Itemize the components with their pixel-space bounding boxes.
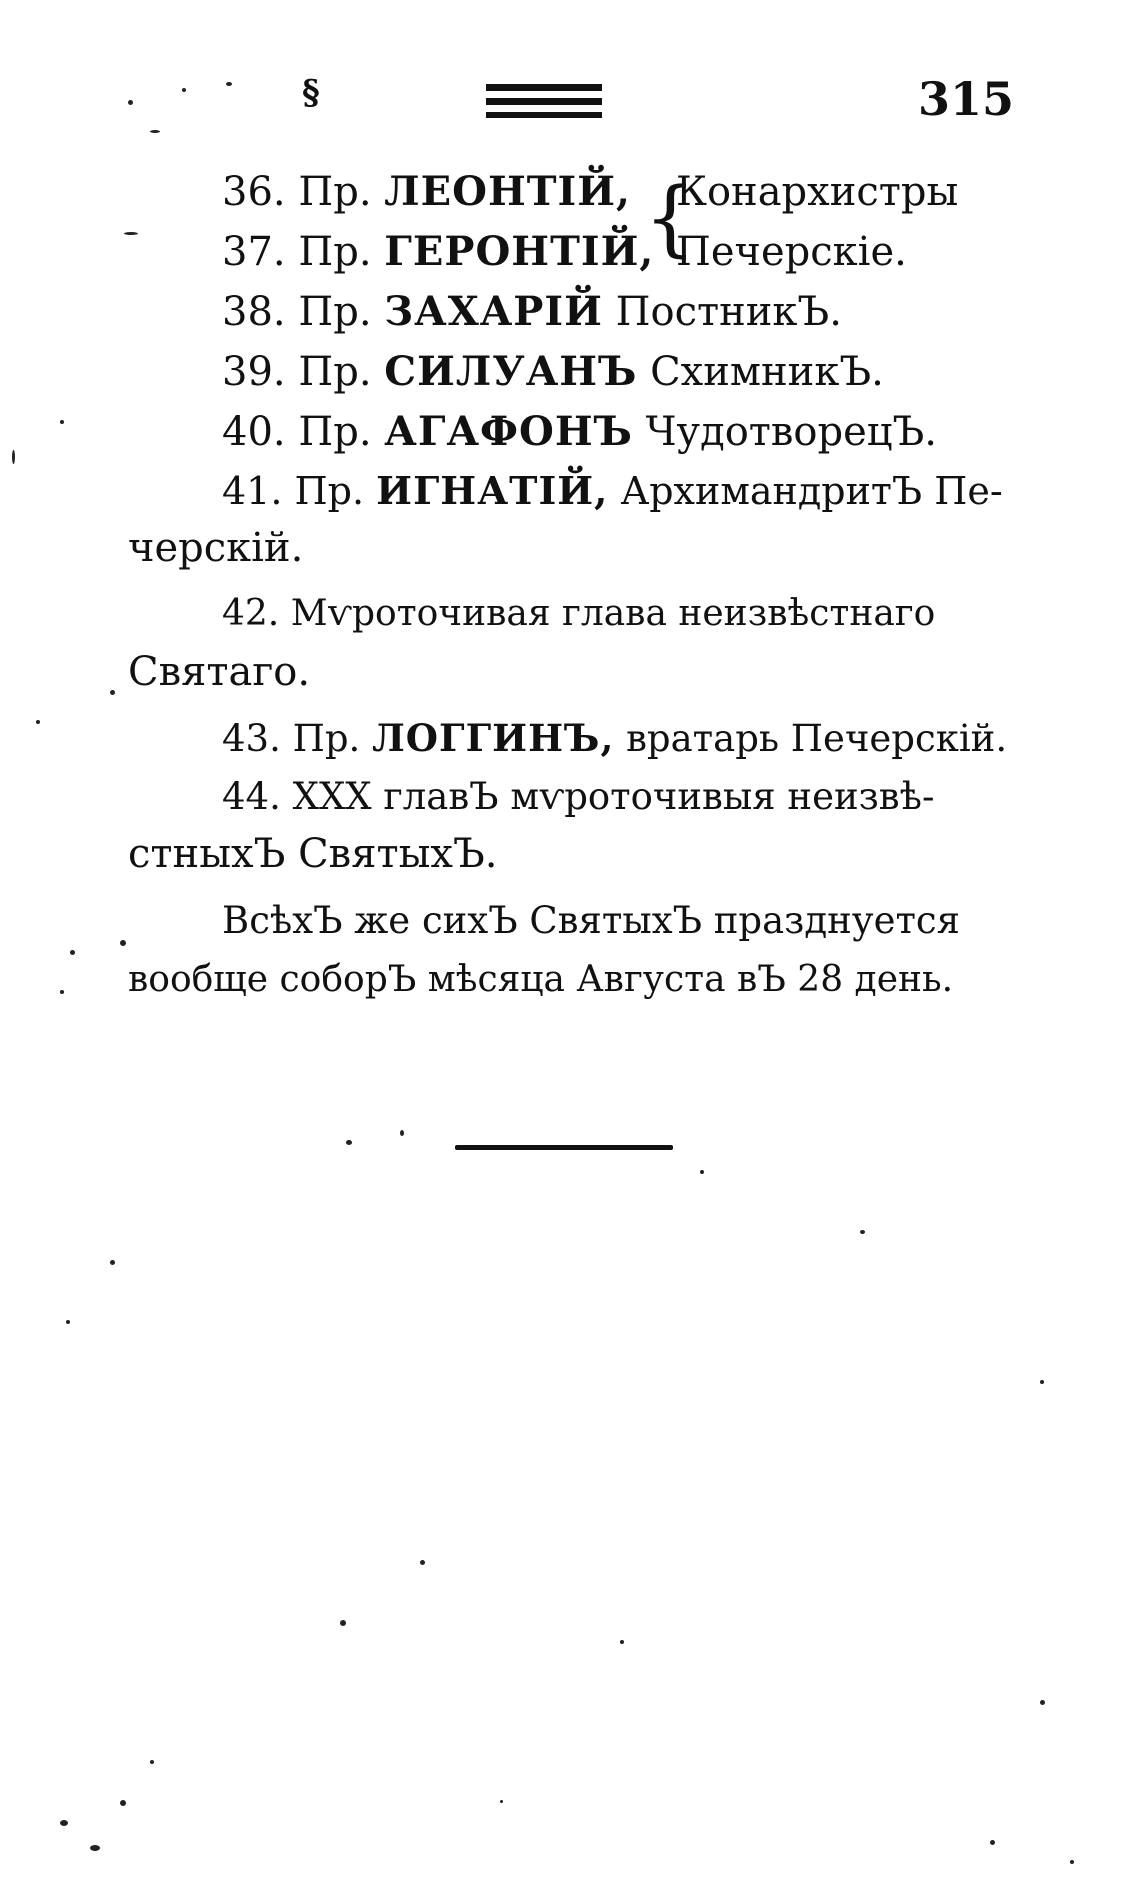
entry-40: 40. Пр. АГАФОНЪ ЧудотворецЪ. — [222, 408, 937, 455]
entry-42: 42. Мѵроточивая глава неизвѣстнаго — [222, 593, 936, 634]
page-header — [0, 70, 1140, 130]
entry-44-cont: стныхЪ СвятыхЪ. — [128, 831, 498, 877]
entry-43: 43. Пр. ЛОГГИНЪ, вратарь Печерскій. — [222, 716, 1008, 760]
closing-line-2: вообще соборЪ мѣсяца Августа вЪ 28 день. — [128, 959, 954, 1000]
entry-39: 39. Пр. СИЛУАНЪ СхимникЪ. — [222, 348, 884, 395]
entry-42-cont: Святаго. — [128, 649, 311, 695]
header-mark: § — [302, 73, 320, 113]
entry-37: 37. Пр. ГЕРОНТІЙ, — [222, 228, 655, 275]
entry-44: 44. XXX главЪ мѵроточивыя неизвѣ- — [222, 775, 935, 818]
entry-41: 41. Пр. ИГНАТІЙ, АрхимандритЪ Пе- — [222, 468, 1003, 513]
entry-36-note: Конархистры — [676, 169, 959, 215]
entry-37-note: Печерскіе. — [676, 229, 907, 275]
entry-36: 36. Пр. ЛЕОНТІЙ, — [222, 168, 631, 215]
closing-line-1: ВсѣхЪ же сихЪ СвятыхЪ празднуется — [222, 899, 960, 942]
brace-36-37: { — [644, 171, 697, 266]
entry-41-cont: черскій. — [128, 525, 304, 571]
section-divider — [455, 1145, 673, 1150]
header-ornament — [486, 84, 602, 120]
entry-38: 38. Пр. ЗАХАРІЙ ПостникЪ. — [222, 288, 842, 335]
page-number: 315 — [918, 72, 1015, 126]
